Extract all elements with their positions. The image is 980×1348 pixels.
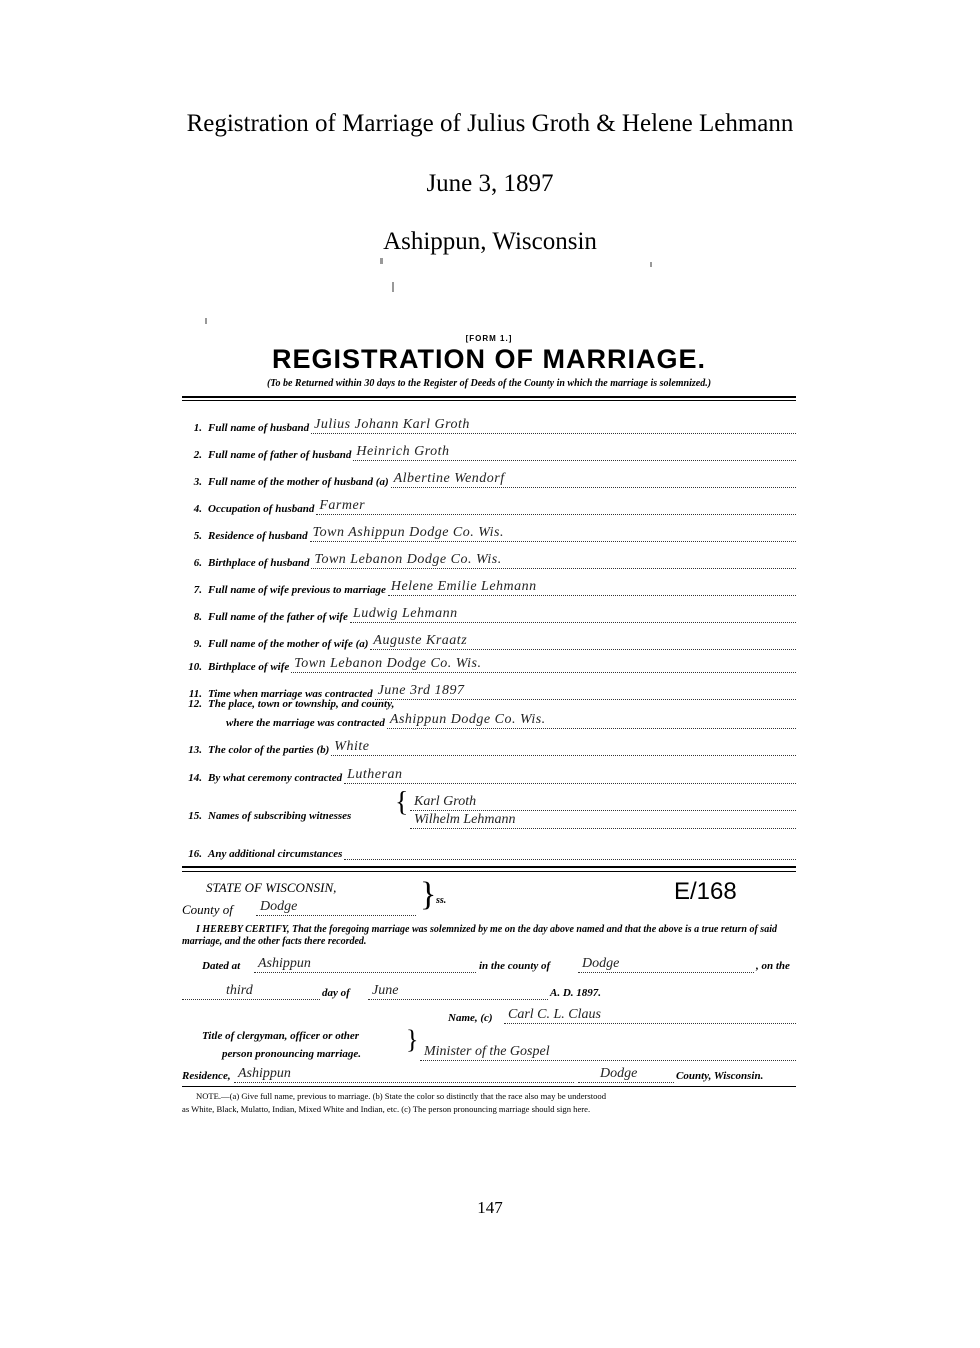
field-label: where the marriage was contracted bbox=[226, 717, 385, 729]
field-number: 7. bbox=[193, 584, 202, 596]
title-label: Title of clergyman, officer or other bbox=[202, 1030, 360, 1042]
field-label: Full name of the mother of husband (a) bbox=[208, 476, 389, 488]
month-value: June bbox=[372, 983, 399, 998]
field-value: Farmer bbox=[319, 498, 366, 513]
scan-speck bbox=[380, 258, 383, 264]
scan-speck bbox=[205, 318, 207, 324]
field-label: Full name of wife previous to marriage bbox=[208, 584, 386, 596]
page-title: Registration of Marriage of Julius Groth & Helene Lehmann bbox=[186, 110, 794, 137]
field-number: 8. bbox=[193, 611, 202, 623]
field-number: 16. bbox=[188, 848, 202, 860]
field-answer bbox=[353, 444, 796, 461]
field-label: By what ceremony contracted bbox=[208, 772, 343, 784]
field-value: Lutheran bbox=[347, 767, 403, 782]
field-answer bbox=[344, 767, 796, 784]
field-label: Any additional circumstances bbox=[208, 848, 343, 860]
title-label-2: person pronouncing marriage. bbox=[222, 1048, 362, 1060]
field-answer bbox=[391, 471, 796, 488]
divider bbox=[182, 400, 796, 401]
field-answer bbox=[310, 525, 796, 542]
field-row bbox=[182, 632, 796, 650]
day-value: third bbox=[226, 983, 253, 998]
dated-at-label: Dated at bbox=[202, 960, 241, 972]
field-value: Auguste Kraatz bbox=[373, 633, 468, 648]
field-row bbox=[182, 524, 796, 542]
field-number: 3. bbox=[193, 476, 202, 488]
field-row bbox=[182, 605, 796, 623]
on-the-label: , on the bbox=[756, 960, 790, 972]
field-number: 14. bbox=[188, 772, 202, 784]
title-line bbox=[420, 1044, 796, 1061]
field-label: Names of subscribing witnesses bbox=[208, 810, 352, 822]
form-title: REGISTRATION OF MARRIAGE. bbox=[272, 344, 706, 374]
day-of-label: day of bbox=[322, 987, 350, 999]
page-date: June 3, 1897 bbox=[426, 170, 554, 197]
witness-line bbox=[410, 794, 796, 811]
divider bbox=[182, 866, 796, 868]
in-county-label: in the county of bbox=[479, 960, 551, 972]
field-row bbox=[182, 766, 796, 784]
field-label: Time when marriage was contracted bbox=[208, 688, 373, 700]
field-number: 5. bbox=[193, 530, 202, 542]
divider bbox=[182, 1086, 796, 1087]
field-value: Town Lebanon Dodge Co. Wis. bbox=[314, 552, 502, 567]
ss-brace: } bbox=[420, 876, 437, 913]
year-label: A. D. 1897. bbox=[550, 987, 602, 999]
ss-label: ss. bbox=[436, 895, 447, 906]
field-answer bbox=[370, 633, 796, 650]
divider bbox=[182, 871, 796, 872]
field-answer bbox=[344, 843, 796, 860]
field-number: 10. bbox=[188, 661, 202, 673]
registry-code: E/168 bbox=[674, 878, 737, 905]
page-place: Ashippun, Wisconsin bbox=[383, 228, 597, 255]
title-value: Minister of the Gospel bbox=[424, 1044, 550, 1059]
field-number: 1. bbox=[193, 422, 202, 434]
field-row bbox=[182, 711, 796, 729]
certification-text: I HEREBY CERTIFY, That the foregoing marriage was solemnized by me on the day above named and that the above is a true return of said marriage, and the other facts there recorded. bbox=[182, 924, 777, 947]
month-line bbox=[368, 983, 548, 1000]
name-line bbox=[504, 1007, 796, 1024]
field-answer bbox=[311, 552, 796, 569]
divider bbox=[182, 396, 796, 398]
form-note: as White, Black, Mulatto, Indian, Mixed White and Indian, etc. (c) The person pronouncing marriage should sign here. bbox=[182, 1104, 591, 1114]
field-value: Albertine Wendorf bbox=[393, 471, 505, 486]
field-number: 13. bbox=[188, 744, 202, 756]
field-value: Heinrich Groth bbox=[356, 444, 450, 459]
field-answer bbox=[331, 739, 796, 756]
in-county-value: Dodge bbox=[582, 956, 620, 971]
residence-label: Residence, bbox=[182, 1070, 231, 1082]
field-answer bbox=[316, 498, 796, 515]
witness-1-value: Karl Groth bbox=[414, 794, 477, 809]
field-value: Helene Emilie Lehmann bbox=[390, 579, 537, 594]
field-answer bbox=[291, 656, 796, 673]
name-value: Carl C. L. Claus bbox=[508, 1007, 601, 1022]
field-label: Full name of the father of wife bbox=[208, 611, 348, 623]
title-brace: } bbox=[406, 1025, 419, 1054]
field-value: Julius Johann Karl Groth bbox=[314, 417, 470, 432]
field-row bbox=[182, 497, 796, 515]
form-note: NOTE.—(a) Give full name, previous to marriage. (b) State the color so distinctly that the race also may be understood bbox=[196, 1091, 606, 1101]
field-label: Residence of husband bbox=[208, 530, 308, 542]
field-row bbox=[182, 842, 796, 860]
field-row bbox=[182, 551, 796, 569]
county-wisconsin-label: County, Wisconsin. bbox=[676, 1070, 764, 1082]
marriage-registration-form bbox=[182, 330, 796, 1130]
field-answer bbox=[388, 579, 796, 596]
witness-2-value: Wilhelm Lehmann bbox=[414, 812, 516, 827]
field-label: The color of the parties (b) bbox=[208, 744, 330, 756]
field-label: Full name of father of husband bbox=[208, 449, 352, 461]
field-row bbox=[182, 738, 796, 756]
field-row bbox=[182, 655, 796, 673]
day-line bbox=[182, 983, 320, 1000]
in-county-line bbox=[578, 956, 754, 973]
form-subtitle: (To be Returned within 30 days to the Register of Deeds of the County in which the marriage is solemnized.) bbox=[266, 378, 712, 389]
form-number: [FORM 1.] bbox=[465, 334, 513, 343]
field-answer bbox=[311, 417, 796, 434]
name-label: Name, (c) bbox=[448, 1012, 493, 1024]
field-value: Ludwig Lehmann bbox=[352, 606, 458, 621]
field-number: 12. bbox=[188, 698, 202, 710]
field-number: 9. bbox=[193, 638, 202, 650]
state-label: STATE OF WISCONSIN, bbox=[206, 880, 337, 895]
field-number: 4. bbox=[193, 503, 202, 515]
page-number: 147 bbox=[477, 1198, 503, 1217]
field-label: Full name of husband bbox=[208, 422, 310, 434]
field-label: Full name of the mother of wife (a) bbox=[208, 638, 369, 650]
field-row bbox=[182, 696, 796, 710]
county-line bbox=[256, 899, 416, 916]
field-value: Town Lebanon Dodge Co. Wis. bbox=[294, 656, 482, 671]
dated-at-value: Ashippun bbox=[258, 956, 311, 971]
county-value: Dodge bbox=[260, 899, 298, 914]
scan-speck bbox=[392, 282, 394, 292]
field-value: White bbox=[334, 739, 370, 754]
field-row bbox=[182, 470, 796, 488]
residence-county-line bbox=[578, 1066, 674, 1083]
field-label: Birthplace of husband bbox=[208, 557, 310, 569]
witness-brace: { bbox=[395, 787, 409, 818]
residence-value: Ashippun bbox=[238, 1066, 291, 1081]
field-number: 6. bbox=[193, 557, 202, 569]
field-number: 11. bbox=[188, 688, 202, 700]
dated-at-line bbox=[254, 956, 476, 973]
witness-line bbox=[410, 812, 796, 829]
field-label: The place, town or township, and county, bbox=[208, 698, 395, 710]
field-row bbox=[182, 416, 796, 434]
field-number: 2. bbox=[193, 449, 202, 461]
county-label: County of bbox=[182, 902, 233, 917]
field-label: Occupation of husband bbox=[208, 503, 315, 515]
field-value: June 3rd 1897 bbox=[377, 683, 465, 698]
scan-speck bbox=[650, 262, 652, 267]
residence-county-value: Dodge bbox=[600, 1066, 638, 1081]
field-row bbox=[182, 578, 796, 596]
field-label: Birthplace of wife bbox=[208, 661, 290, 673]
residence-line bbox=[234, 1066, 574, 1083]
field-answer bbox=[387, 712, 796, 729]
field-number: 15. bbox=[188, 810, 202, 822]
field-row bbox=[182, 443, 796, 461]
field-value: Town Ashippun Dodge Co. Wis. bbox=[312, 525, 504, 540]
field-answer bbox=[350, 606, 796, 623]
field-value: Ashippun Dodge Co. Wis. bbox=[389, 712, 546, 727]
